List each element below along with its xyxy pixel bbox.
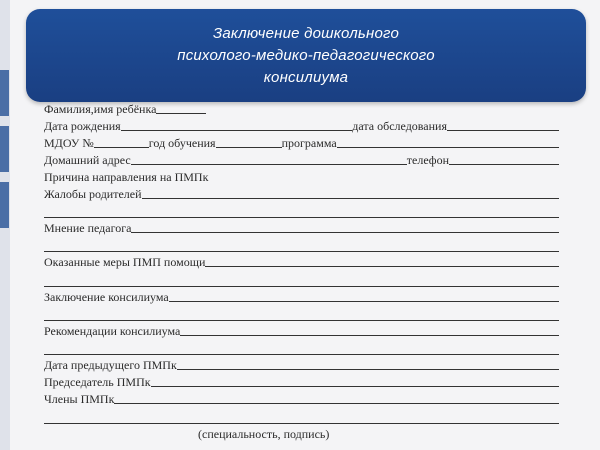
phone-label: телефон: [406, 153, 449, 167]
pmpk-chair-label: Председатель ПМПк: [44, 375, 151, 389]
council-recommendations-line: [180, 323, 559, 336]
title-line: Заключение дошкольного: [212, 24, 399, 42]
council-recommendations-label: Рекомендации консилиума: [44, 324, 181, 338]
referral-reason-label: Причина направления на ПМПк: [44, 170, 209, 184]
birth-date-line: [121, 118, 353, 131]
study-year-line: [216, 135, 282, 148]
title-banner: [26, 9, 586, 102]
form-row-members: [44, 390, 559, 406]
parent-complaints-line: [142, 186, 559, 199]
teacher-opinion-line: [131, 220, 559, 233]
child-name-label: Фамилия,имя ребёнка: [44, 102, 157, 116]
previous-pmpk-date-line: [177, 357, 559, 370]
phone-line: [449, 152, 559, 165]
form-row-help: [44, 253, 559, 269]
left-accent-tab: [0, 70, 9, 116]
form-row-recommendations: [44, 322, 559, 338]
form-blank-line: [44, 251, 559, 252]
exam-date-label: дата обследования: [352, 119, 447, 133]
form-row-complaints: [44, 185, 559, 201]
form-row-child-name: [44, 100, 559, 116]
program-line: [337, 135, 559, 148]
title-line: психолого-медико-педагогического: [177, 46, 435, 64]
home-address-label: Домашний адрес: [44, 153, 131, 167]
child-name-line: [156, 101, 206, 114]
home-address-line: [131, 152, 407, 165]
signature-caption: (специальность, подпись): [198, 427, 330, 441]
study-year-label: год обучения: [148, 136, 216, 150]
left-accent-tab: [0, 126, 9, 172]
exam-date-line: [447, 118, 559, 131]
program-label: программа: [281, 136, 337, 150]
council-conclusion-line: [169, 289, 559, 302]
council-conclusion-label: Заключение консилиума: [44, 290, 169, 304]
form-row-previous: [44, 356, 559, 372]
form-row-address: [44, 151, 559, 167]
form-row-birth-date: [44, 117, 559, 133]
help-measures-line: [205, 254, 559, 267]
form-row-dou: [44, 134, 559, 150]
dou-number-line: [94, 135, 149, 148]
form-row-chair: [44, 373, 559, 389]
form-row-referral: [44, 168, 559, 184]
birth-date-label: Дата рождения: [44, 119, 121, 133]
form-blank-line: [44, 217, 559, 218]
left-accent-tab: [0, 182, 9, 228]
pmpk-members-line: [114, 391, 559, 404]
form-row-teacher: [44, 219, 559, 235]
form-row-conclusion: [44, 288, 559, 304]
form-blank-line: [44, 354, 559, 355]
form-blank-line: [44, 423, 559, 424]
previous-pmpk-date-label: Дата предыдущего ПМПк: [44, 358, 177, 372]
title-line: консилиума: [263, 68, 349, 86]
parent-complaints-label: Жалобы родителей: [44, 187, 142, 201]
pmpk-members-label: Члены ПМПк: [44, 392, 115, 406]
dou-number-label: МДОУ №: [44, 136, 94, 150]
pmpk-chair-line: [151, 374, 559, 387]
help-measures-label: Оказанные меры ПМП помощи: [44, 255, 206, 269]
form-blank-line: [44, 320, 559, 321]
form-blank-line: [44, 286, 559, 287]
teacher-opinion-label: Мнение педагога: [44, 221, 132, 235]
